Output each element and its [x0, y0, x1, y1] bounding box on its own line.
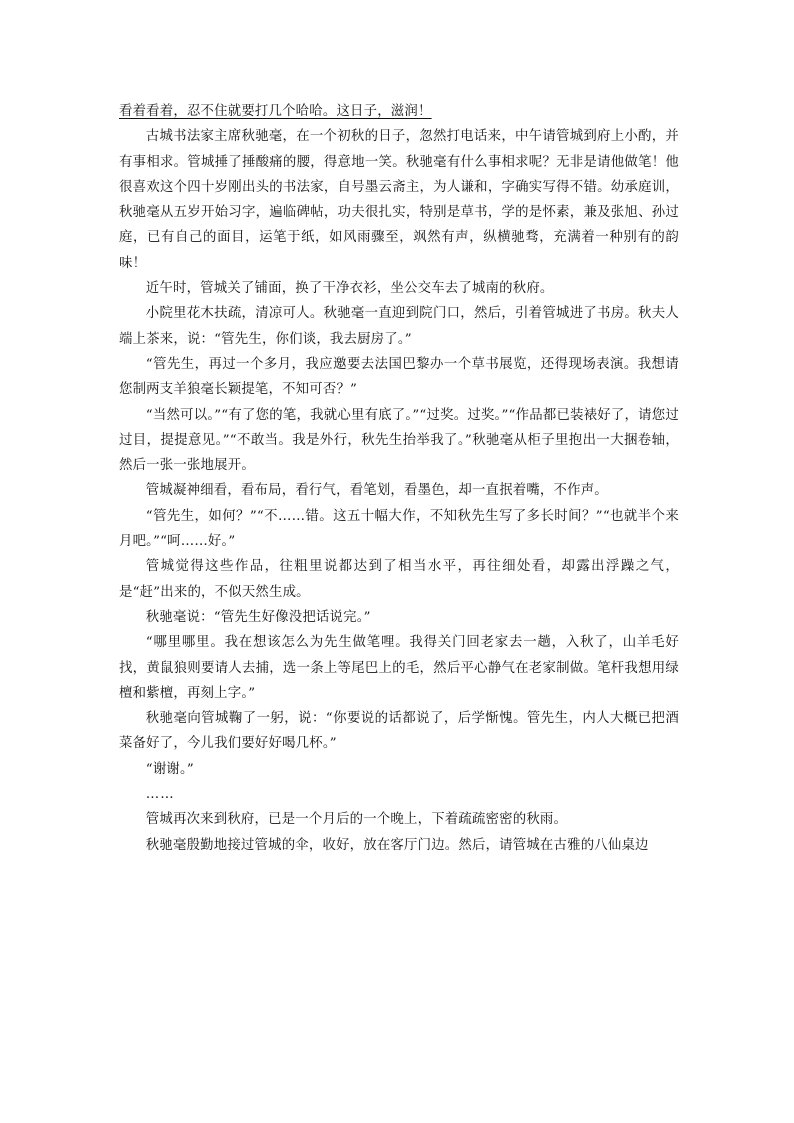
paragraph-2: 近午时，管城关了铺面，换了干净衣衫，坐公交车去了城南的秋府。 [145, 281, 554, 297]
section-break-ellipsis: …… [145, 787, 175, 803]
paragraph-8: 管城觉得这些作品，往粗里说都达到了相当水平，再往细处看，却露出浮躁之气，是“赶”出来的，不似天然生成。 [119, 559, 679, 600]
paragraph-10: “哪里哪里。我在想该怎么为先生做笔哩。我得关门回老家去一趟，入秋了，山羊毛好找，黄鼠狼则要请人去捕，选一条上等尾巴上的毛，然后平心静气在老家制做。笔杆我想用绿檀和紫檀，再刻上字。” [119, 635, 679, 701]
document-page [119, 99, 679, 858]
paragraph-11: 秋驰毫向管城鞠了一躬，说：“你要说的话都说了，后学惭愧。管先生，内人大概已把酒菜备好了，今儿我们要好好喝几杯。” [119, 711, 679, 752]
paragraph-1: 古城书法家主席秋驰毫，在一个初秋的日子，忽然打电话来，中午请管城到府上小酌，并有事相求。管城捶了捶酸痛的腰，得意地一笑。秋驰毫有什么事相求呢？无非是请他做笔！他很喜欢这个四十岁刚出头的书法家，自号墨云斋主，为人谦和，字确实写得不错。幼承庭训，秋驰毫从五岁开始习字，遍临碑帖，功夫很扎实，特别是草书，学的是怀素，兼及张旭、孙过庭，已有自己的面目，运笔于纸，如风雨骤至，飒然有声，纵横驰骛，充满着一种别有的韵味！ [119, 129, 679, 271]
paragraph-12: “谢谢。” [145, 761, 194, 777]
paragraph-9: 秋驰毫说：“管先生好像没把话说完。” [145, 609, 371, 625]
paragraph-7: “管先生，如何？”“不……错。这五十幅大作，不知秋先生写了多长时间？”“也就半个来月吧。”“呵……好。” [119, 508, 679, 550]
paragraph-5: “当然可以。”“有了您的笔，我就心里有底了。”“过奖。过奖。”“作品都已装裱好了，请您过过目，提提意见。”“不敢当。我是外行，秋先生抬举我了。”秋驰毫从柜子里抱出一大捆卷轴，然后一张一张地展开。 [119, 407, 679, 474]
paragraph-13: 管城再次来到秋府，已是一个月后的一个晚上，下着疏疏密密的秋雨。 [145, 812, 568, 828]
paragraph-3: 小院里花木扶疏，清凉可人。秋驰毫一直迎到院门口，然后，引着管城进了书房。秋夫人端上茶来，说：“管先生，你们谈，我去厨房了。” [119, 306, 679, 347]
opening-line: 看着看着，忍不住就要打几个哈哈。这日子，滋润！ [119, 104, 432, 119]
paragraph-4: “管先生，再过一个多月，我应邀要去法国巴黎办一个草书展览，还得现场表演。我想请您制两支羊狼毫长颖提笔，不知可否？” [119, 356, 679, 398]
paragraph-14: 秋驰毫殷勤地接过管城的伞，收好，放在客厅门边。然后，请管城在古雅的八仙桌边 [145, 837, 649, 853]
paragraph-6: 管城凝神细看，看布局，看行气，看笔划，看墨色，却一直抿着嘴，不作声。 [145, 483, 608, 499]
